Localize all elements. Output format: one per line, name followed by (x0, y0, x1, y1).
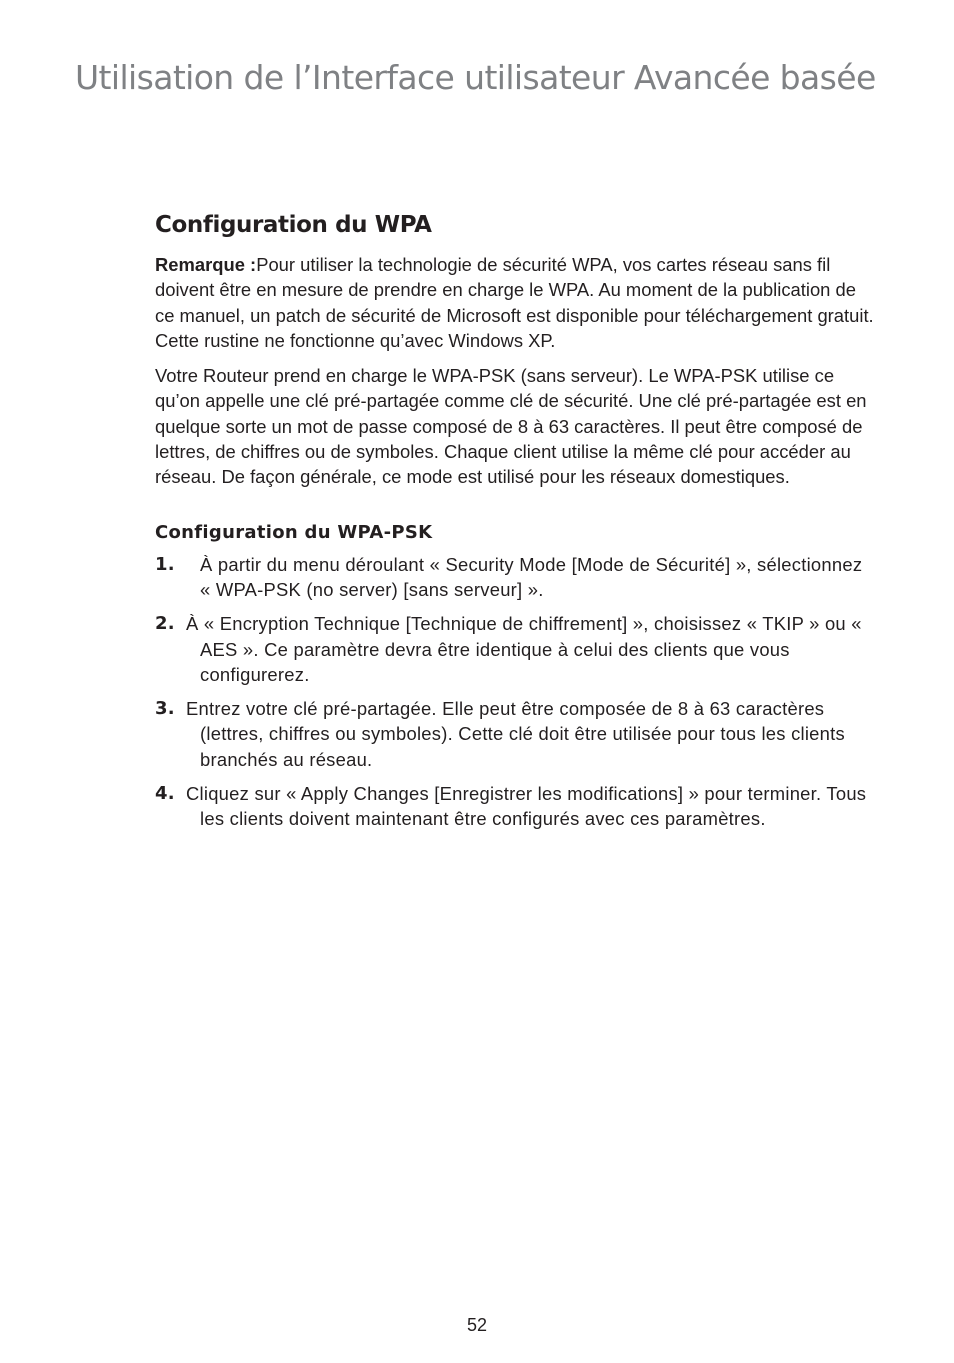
step-text: Cliquez sur « Apply Changes [Enregistrer les modifications] » pour terminer. Tous les clients doivent maintenant être configurés avec ces paramètres. (186, 783, 867, 830)
step-item (155, 781, 875, 832)
step-number: 3. (155, 698, 175, 720)
step-text: Entrez votre clé pré-partagée. Elle peut être composée de 8 à 63 caractères (lettres, chiffres ou symboles). Cette clé doit être utilisée pour tous les clients branchés au réseau. (186, 698, 845, 770)
description-paragraph: Votre Routeur prend en charge le WPA-PSK (sans serveur). Le WPA-PSK utilise ce qu’on appelle une clé pré-partagée comme clé de sécurité. Une clé pré-partagée est en quelque sorte un mot de passe composé de 8 à 63 caractères. Il peut être composé de lettres, de chiffres ou de symboles. Chaque client utilise la même clé pour accéder au réseau. De façon générale, ce mode est utilisé pour les réseaux domestiques. (155, 365, 867, 488)
step-item (155, 552, 875, 603)
note-label: Remarque : (155, 254, 257, 275)
main-content (155, 208, 875, 841)
step-number: 4. (155, 783, 175, 805)
subsection-title: Configuration du WPA-PSK (155, 521, 433, 543)
step-item (155, 611, 875, 687)
section-title: Configuration du WPA (155, 212, 432, 238)
step-item (155, 696, 875, 772)
step-text: À partir du menu déroulant « Security Mode [Mode de Sécurité] », sélectionnez « WPA-PSK (no server) [sans serveur] ». (200, 553, 863, 600)
step-text: À « Encryption Technique [Technique de chiffrement] », choisissez « TKIP » ou « AES ». Ce paramètre devra être identique à celui des clients que vous configurerez. (186, 613, 862, 685)
step-number: 2. (155, 613, 175, 635)
step-number: 1. (155, 553, 175, 575)
page-number: 52 (466, 1315, 488, 1335)
steps-list (155, 552, 875, 832)
note-paragraph (155, 252, 875, 353)
note-text: Pour utiliser la technologie de sécurité WPA, vos cartes réseau sans fil doivent être en mesure de prendre en charge le WPA. Au moment de la publication de ce manuel, un patch de sécurité de Microsoft est disponible pour téléchargement gratuit. Cette rustine ne fonctionne qu’avec Windows XP. (155, 254, 874, 351)
page-header-title: Utilisation de l’Interface utilisateur Avancée basée (75, 58, 876, 97)
